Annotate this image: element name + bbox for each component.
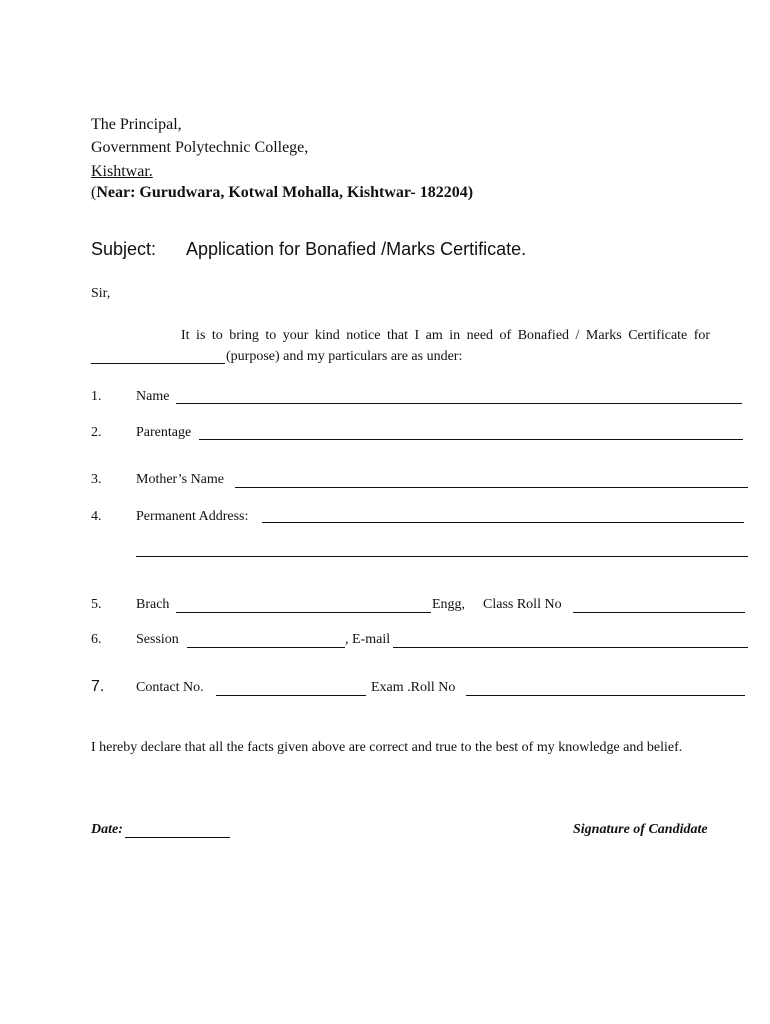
mothers-name-field[interactable] (235, 487, 748, 488)
name-label: Name (136, 389, 170, 404)
branch-field[interactable] (176, 612, 431, 613)
session-field[interactable] (187, 647, 345, 648)
contact-no-field[interactable] (216, 695, 366, 696)
subject-label: Subject: (91, 239, 157, 259)
field-6-number: 6. (91, 632, 102, 647)
permanent-address-field-line-2[interactable] (136, 556, 748, 557)
field-3-number: 3. (91, 472, 102, 487)
branch-label: Brach (136, 597, 170, 612)
permanent-address-field-line-1[interactable] (262, 522, 744, 523)
field-7-number: 7. (91, 678, 105, 695)
salutation: Sir, (91, 286, 111, 301)
email-label: , E-mail (345, 632, 391, 647)
field-5-number: 5. (91, 597, 102, 612)
engg-label: Engg, (432, 597, 466, 612)
body-line-2: (purpose) and my particulars are as under: (226, 349, 463, 364)
mothers-name-label: Mother’s Name (136, 472, 224, 487)
email-field[interactable] (393, 647, 748, 648)
name-field[interactable] (176, 403, 742, 404)
date-field[interactable] (125, 837, 230, 838)
permanent-address-label: Permanent Address: (136, 509, 249, 524)
college-city: Kishtwar. (91, 163, 153, 180)
signature-label: Signature of Candidate (573, 822, 708, 837)
parentage-label: Parentage (136, 425, 192, 440)
exam-roll-no-label: Exam .Roll No (371, 680, 456, 695)
field-4-number: 4. (91, 509, 102, 524)
class-roll-no-label: Class Roll No (483, 597, 562, 612)
college-location (91, 183, 473, 203)
contact-no-label: Contact No. (136, 680, 204, 695)
class-roll-no-field[interactable] (573, 612, 745, 613)
purpose-blank[interactable] (91, 363, 225, 364)
exam-roll-no-field[interactable] (466, 695, 745, 696)
session-label: Session (136, 632, 179, 647)
field-2-number: 2. (91, 425, 102, 440)
subject-text: Application for Bonafied /Marks Certificate. (186, 239, 527, 259)
college-name: Government Polytechnic College, (91, 139, 309, 156)
body-line-1: It is to bring to your kind notice that I am in need of Bonafied / Marks Certificate for (181, 328, 711, 343)
date-label: Date: (91, 822, 123, 837)
location-text: Near: Gurudwara, Kotwal Mohalla, Kishtwar- 182204) (96, 184, 474, 201)
location-open-paren: ( (91, 184, 97, 201)
parentage-field[interactable] (199, 439, 743, 440)
field-1-number: 1. (91, 389, 102, 404)
declaration-text: I hereby declare that all the facts given above are correct and true to the best of my knowledge and belief. (91, 740, 683, 755)
addressee-title: The Principal, (91, 116, 182, 133)
